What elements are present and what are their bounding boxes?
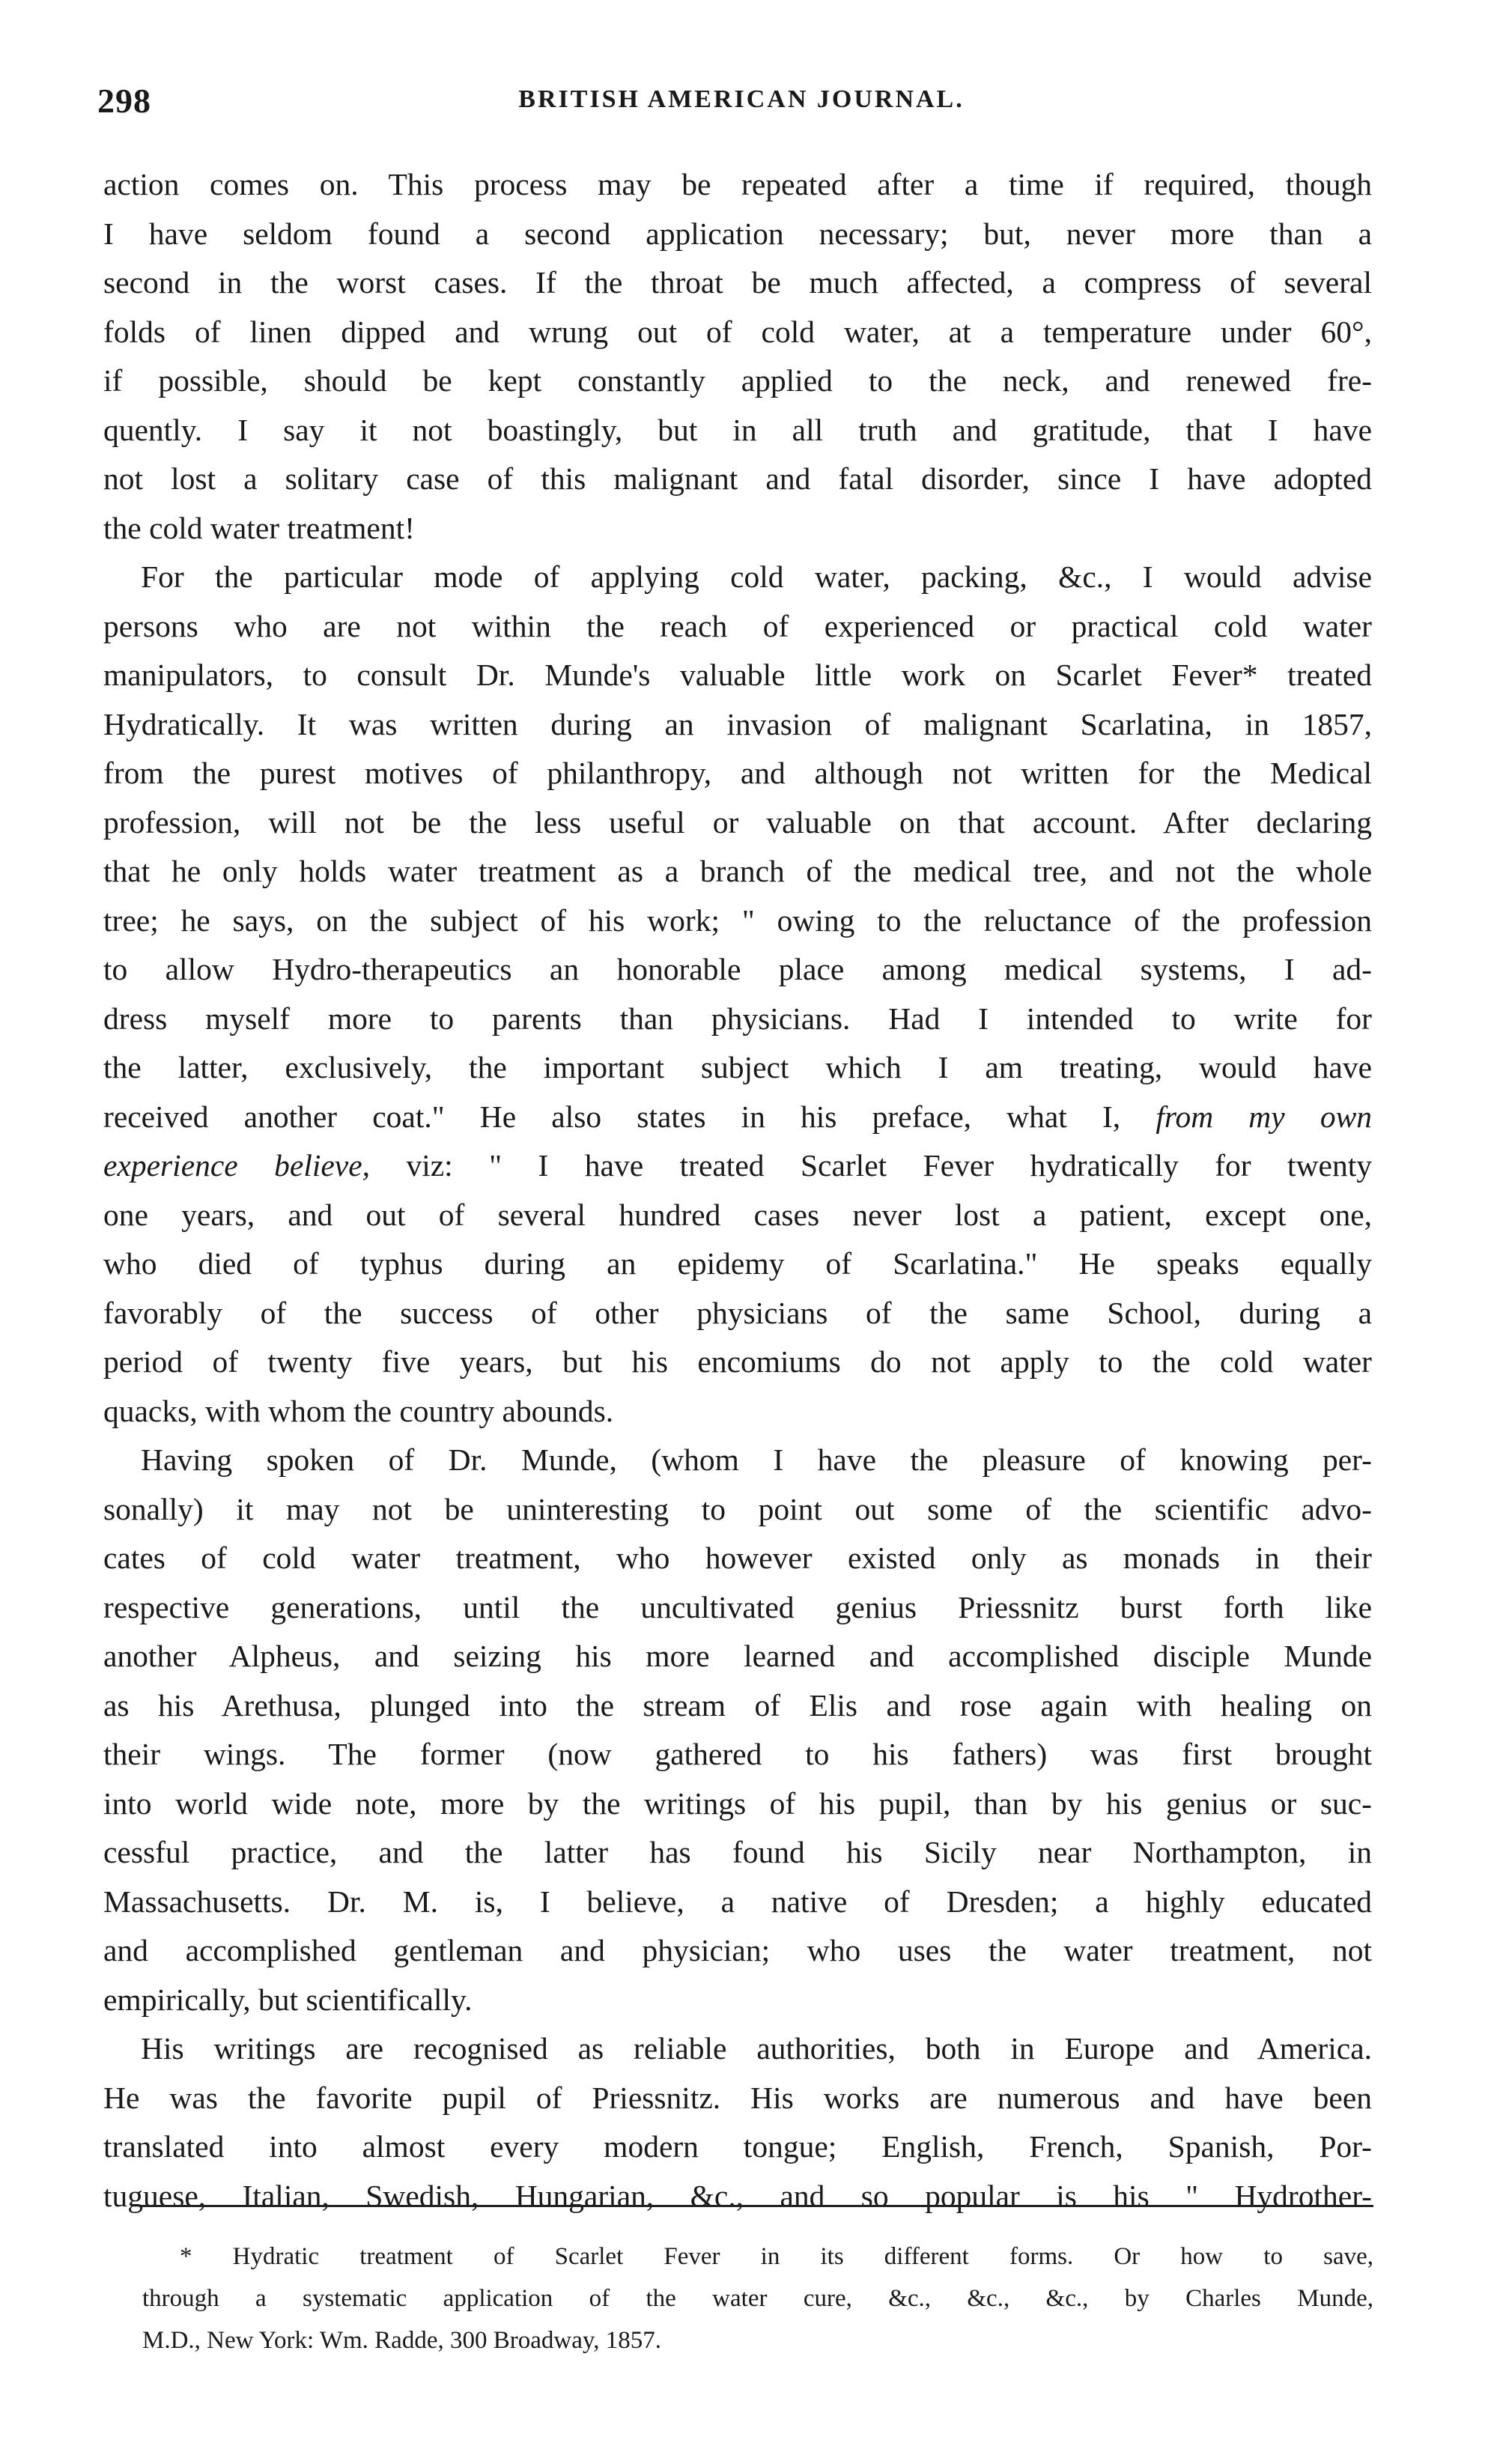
text-line: into world wide note, more by the writings of his pupil, than by his genius or suc- [103,1785,1372,1821]
text-line: not lost a solitary case of this malignant and fatal disorder, since I have adopted [103,461,1372,496]
text-line: persons who are not within the reach of experienced or practical cold water [103,608,1372,643]
footnote-line: M.D., New York: Wm. Radde, 300 Broadway, 1857. [142,2327,661,2354]
text-line: period of twenty five years, but his encomiums do not apply to the cold water [103,1344,1372,1379]
text-line [103,1141,1372,1191]
text-line: one years, and out of several hundred cases never lost a patient, except one, [103,1197,1372,1232]
paragraph-3 [103,1436,1372,2024]
text-line: Having spoken of Dr. Munde, (whom I have the pleasure of knowing per- [141,1442,1372,1477]
text-line: cessful practice, and the latter has found his Sicily near Northampton, in [103,1835,1372,1869]
page-header [97,81,1385,126]
text-line: For the particular mode of applying cold water, packing, &c., I would advise [141,559,1372,594]
text-line: from the purest motives of philanthropy, and although not written for the Medical [103,756,1372,790]
text-line [103,1093,1372,1142]
text-line: profession, will not be the less useful or valuable on that account. After declaring [103,804,1372,840]
paragraph-1 [103,160,1372,553]
text-line: their wings. The former (now gathered to his fathers) was first brought [103,1737,1372,1771]
footnote-rule [141,2205,1373,2207]
text-line: favorably of the success of other physicians of the same School, during a [103,1295,1372,1330]
text-line: folds of linen dipped and wrung out of cold water, at a temperature under 60°, [103,314,1372,349]
text-line: empirically, but scientifically. [103,1982,473,2017]
text-line: I have seldom found a second application necessary; but, never more than a [103,216,1372,251]
text-line: as his Arethusa, plunged into the stream of Elis and rose again with healing on [103,1687,1372,1723]
italic-text: from my own [1156,1099,1373,1134]
text-line: who died of typhus during an epidemy of Scarlatina." He speaks equally [103,1246,1372,1281]
text-line: to allow Hydro-therapeutics an honorable place among medical systems, I ad- [103,952,1372,986]
text-line: quacks, with whom the country abounds. [103,1393,614,1428]
text-line: that he only holds water treatment as a branch of the medical tree, and not the whole [103,854,1372,888]
running-head: BRITISH AMERICAN JOURNAL. [518,85,965,113]
text-line: Hydratically. It was written during an invasion of malignant Scarlatina, in 1857, [103,706,1372,741]
text-line: action comes on. This process may be repeated after a time if required, though [103,167,1372,201]
text-run: viz: " I have treated Scarlet Fever hydratically for twenty [370,1148,1372,1183]
text-line: the latter, exclusively, the important subject which I am treating, would have [103,1050,1372,1084]
text-line: and accomplished gentleman and physician; who uses the water treatment, not [103,1933,1372,1967]
text-line: another Alpheus, and seizing his more learned and accomplished disciple Munde [103,1639,1372,1673]
body-text [103,160,1372,2221]
text-line: manipulators, to consult Dr. Munde's valuable little work on Scarlet Fever* treated [103,658,1372,692]
footnote-line: * Hydratic treatment of Scarlet Fever in its different forms. Or how to save, [180,2243,1373,2270]
text-line: second in the worst cases. If the throat be much affected, a compress of several [103,265,1372,300]
italic-text: experience believe, [103,1148,371,1183]
footnote [142,2236,1373,2361]
text-line: tuguese, Italian, Swedish, Hungarian, &c., and so popular is his " Hydrother- [103,2178,1372,2213]
text-run: received another coat." He also states in his preface, what I, [103,1099,1121,1134]
text-line: Massachusetts. Dr. M. is, I believe, a native of Dresden; a highly educated [103,1884,1372,1919]
text-line: His writings are recognised as reliable authorities, both in Europe and America. [141,2031,1372,2066]
text-line: translated into almost every modern tongue; English, French, Spanish, Por- [103,2129,1372,2164]
text-line: sonally) it may not be uninteresting to point out some of the scientific advo- [103,1491,1372,1526]
text-line: the cold water treatment! [103,510,415,545]
text-line: He was the favorite pupil of Priessnitz. His works are numerous and have been [103,2080,1372,2115]
page-number: 298 [97,82,151,120]
text-line: cates of cold water treatment, who however existed only as monads in their [103,1541,1372,1575]
text-line: quently. I say it not boastingly, but in all truth and gratitude, that I have [103,412,1372,447]
paragraph-4 [103,2024,1372,2221]
paragraph-2 [103,553,1372,1436]
text-line: respective generations, until the uncultivated genius Priessnitz burst forth like [103,1589,1372,1624]
text-line: dress myself more to parents than physicians. Had I intended to write for [103,1001,1372,1036]
text-line: if possible, should be kept constantly applied to the neck, and renewed fre- [103,363,1372,398]
footnote-line: through a systematic application of the water cure, &c., &c., &c., by Charles Munde, [142,2285,1373,2312]
text-line: tree; he says, on the subject of his work; " owing to the reluctance of the profession [103,902,1372,938]
